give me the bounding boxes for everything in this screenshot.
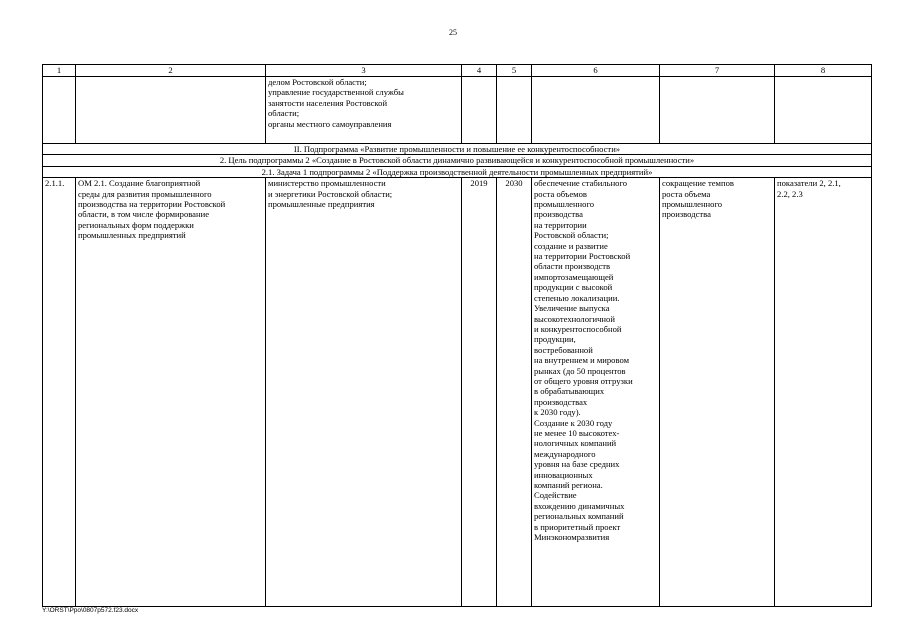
empty-cell xyxy=(76,77,266,144)
column-number-row xyxy=(43,65,872,77)
text-line: сокращение темпов xyxy=(662,178,734,189)
expected-result-cell xyxy=(532,178,660,607)
continuation-row xyxy=(43,77,872,144)
empty-cell xyxy=(43,77,76,144)
text-line: области производств xyxy=(534,261,611,272)
subprogram-title: II. Подпрограмма «Развитие промышленности и повышение ее конкурентоспособности» xyxy=(43,144,872,155)
text-line: роста объемов xyxy=(534,188,587,199)
column-number-5: 5 xyxy=(497,65,532,77)
text-line: международного xyxy=(534,448,596,459)
text-line: на территории Ростовской xyxy=(534,251,631,262)
text-line: от общего уровня отгрузки xyxy=(534,375,633,386)
text-line: управление государственной службы xyxy=(268,87,404,98)
text-line: на территории xyxy=(534,219,587,230)
column-number-7: 7 xyxy=(660,65,775,77)
empty-cell xyxy=(660,77,775,144)
text-line: производства на территории Ростовской xyxy=(78,199,226,210)
end-year: 2030 xyxy=(497,178,532,607)
text-line: производства xyxy=(534,209,583,220)
goal-row xyxy=(43,155,872,166)
text-line: региональных форм поддержки xyxy=(78,219,194,230)
text-line: вхождению динамичных xyxy=(534,500,625,511)
text-line: продукции с высокой xyxy=(534,282,613,293)
continuation-executors-cell xyxy=(266,77,462,144)
column-number-3: 3 xyxy=(266,65,462,77)
text-line: органы местного самоуправления xyxy=(268,118,392,129)
text-line: министерство промышленности xyxy=(268,178,386,189)
text-line: обеспечение стабильного xyxy=(534,178,628,189)
text-line: среды для развития промышленного xyxy=(78,188,212,199)
subprogram-row xyxy=(43,144,872,155)
file-path-footer: Y:\ORST\Ppo\0807p572.f23.docx xyxy=(42,607,139,614)
goal-title: 2. Цель подпрограммы 2 «Создание в Ростовской области динамично развивающейся и конкурентоспособной промышленности» xyxy=(43,155,872,166)
text-line: Ростовской области; xyxy=(534,230,609,241)
text-line: в обрабатывающих xyxy=(534,386,605,397)
text-line: создание и развитие xyxy=(534,240,608,251)
text-line: региональных компаний xyxy=(534,511,624,522)
empty-cell xyxy=(532,77,660,144)
text-line: области, в том числе формирование xyxy=(78,209,210,220)
text-line: Минэкономразвития xyxy=(534,532,610,543)
text-line: промышленного xyxy=(534,199,595,210)
text-line: ОМ 2.1. Создание благоприятной xyxy=(78,178,201,189)
executor-cell xyxy=(266,178,462,607)
column-number-6: 6 xyxy=(532,65,660,77)
text-line: на внутреннем и мировом xyxy=(534,355,630,366)
consequence-cell xyxy=(660,178,775,607)
text-line: инновационных xyxy=(534,469,593,480)
empty-cell xyxy=(497,77,532,144)
text-line: рынках (до 50 процентов xyxy=(534,365,626,376)
empty-cell xyxy=(775,77,872,144)
text-line: нологичных компаний xyxy=(534,438,617,449)
page-number: 25 xyxy=(449,28,457,37)
column-number-4: 4 xyxy=(462,65,497,77)
measure-name-cell xyxy=(76,178,266,607)
text-line: степенью локализации. xyxy=(534,292,620,303)
text-line: занятости населения Ростовской xyxy=(268,97,388,108)
empty-cell xyxy=(462,77,497,144)
text-line: к 2030 году). xyxy=(534,407,581,418)
start-year: 2019 xyxy=(462,178,497,607)
text-line: Увеличение выпуска xyxy=(534,303,610,314)
task-row xyxy=(43,166,872,177)
measure-row xyxy=(43,178,872,607)
text-line: промышленных предприятий xyxy=(78,230,186,241)
text-line: производства xyxy=(662,209,711,220)
text-line: продукции, xyxy=(534,334,576,345)
text-line: Содействие xyxy=(534,490,577,501)
text-line: компаний региона. xyxy=(534,480,603,490)
text-line: 2.2, 2.3 xyxy=(777,188,803,199)
text-line: уровня на базе средних xyxy=(534,459,620,470)
text-line: востребованной xyxy=(534,344,593,355)
measure-number: 2.1.1. xyxy=(43,178,76,607)
text-line: в приоритетный проект xyxy=(534,521,621,532)
text-line: производствах xyxy=(534,396,588,407)
indicator-link-cell xyxy=(775,178,872,607)
column-number-2: 2 xyxy=(76,65,266,77)
text-line: показатели 2, 2.1, xyxy=(777,178,841,189)
task-title: 2.1. Задача 1 подпрограммы 2 «Поддержка производственной деятельности промышленных предприятий» xyxy=(43,166,872,177)
text-line: области; xyxy=(268,108,300,119)
text-line: роста объема xyxy=(662,188,711,199)
text-line: и энергетики Ростовской области; xyxy=(268,188,393,199)
text-line: промышленные предприятия xyxy=(268,199,375,210)
text-line: высокотехнологичной xyxy=(534,313,615,324)
column-number-8: 8 xyxy=(775,65,872,77)
measures-table xyxy=(42,64,872,607)
text-line: не менее 10 высокотех- xyxy=(534,427,620,438)
text-line: делом Ростовской области; xyxy=(268,77,367,87)
text-line: промышленного xyxy=(662,199,723,210)
text-line: Создание к 2030 году xyxy=(534,417,613,428)
text-line: и конкурентоспособной xyxy=(534,323,622,334)
text-line: импортозамещающей xyxy=(534,271,614,282)
column-number-1: 1 xyxy=(43,65,76,77)
